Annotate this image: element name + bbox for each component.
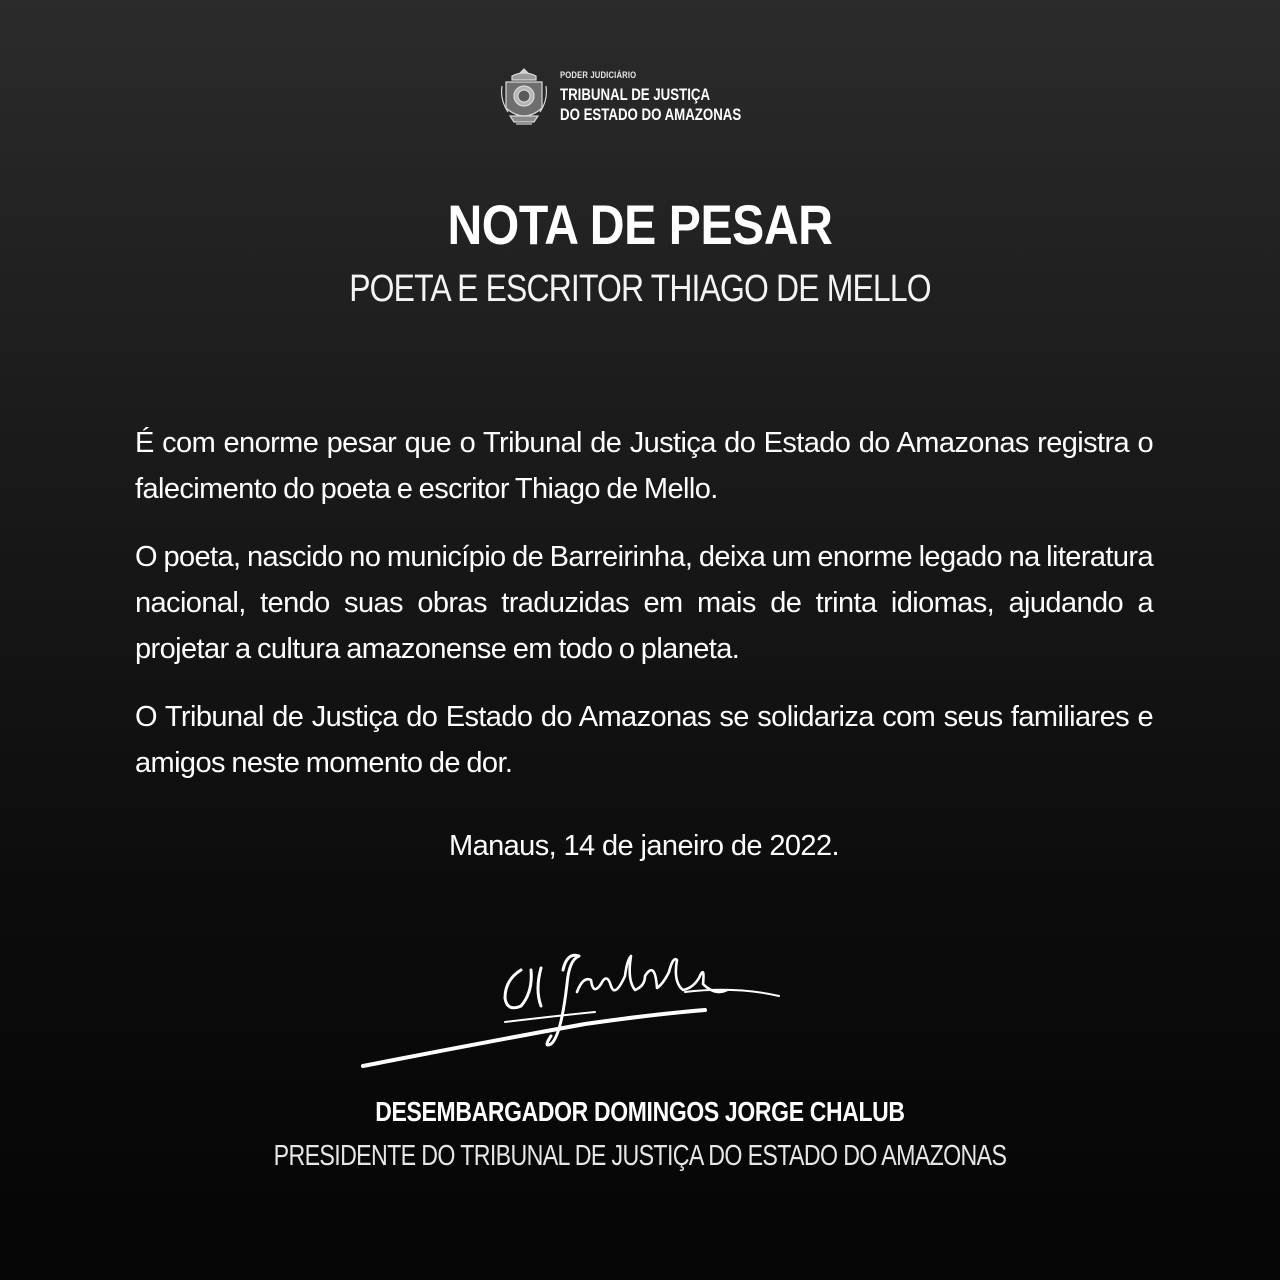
org-line-2: DO ESTADO DO AMAZONAS [560, 104, 742, 124]
signature-image [355, 940, 795, 1080]
signer-role: PRESIDENTE DO TRIBUNAL DE JUSTIÇA DO ESTADO DO AMAZONAS [273, 1140, 1007, 1172]
signer-name: DESEMBARGADOR DOMINGOS JORGE CHALUB [375, 1096, 905, 1127]
date-line: Manaus, 14 de janeiro de 2022. [449, 830, 839, 862]
org-name [560, 71, 792, 126]
page-title: NOTA DE PESAR [447, 193, 833, 256]
org-header [498, 66, 792, 130]
org-small-label: PODER JUDICIÁRIO [560, 69, 637, 80]
note-body [135, 420, 1153, 808]
org-line-1: TRIBUNAL DE JUSTIÇA [560, 84, 711, 104]
page-subtitle: POETA E ESCRITOR THIAGO DE MELLO [349, 268, 931, 310]
paragraph: É com enorme pesar que o Tribunal de Justiça do Estado do Amazonas registra o falecimento do poeta e escritor Thiago de Mello. [135, 427, 1153, 505]
paragraph: O Tribunal de Justiça do Estado do Amazonas se solidariza com seus familiares e amigos neste momento de dor. [135, 701, 1153, 779]
coat-of-arms-icon [498, 66, 550, 130]
paragraph: O poeta, nascido no município de Barreirinha, deixa um enorme legado na literatura nacional, tendo suas obras traduzidas em mais de trinta idiomas, ajudando a projetar a cultura amazonense em todo o planeta. [135, 541, 1153, 665]
